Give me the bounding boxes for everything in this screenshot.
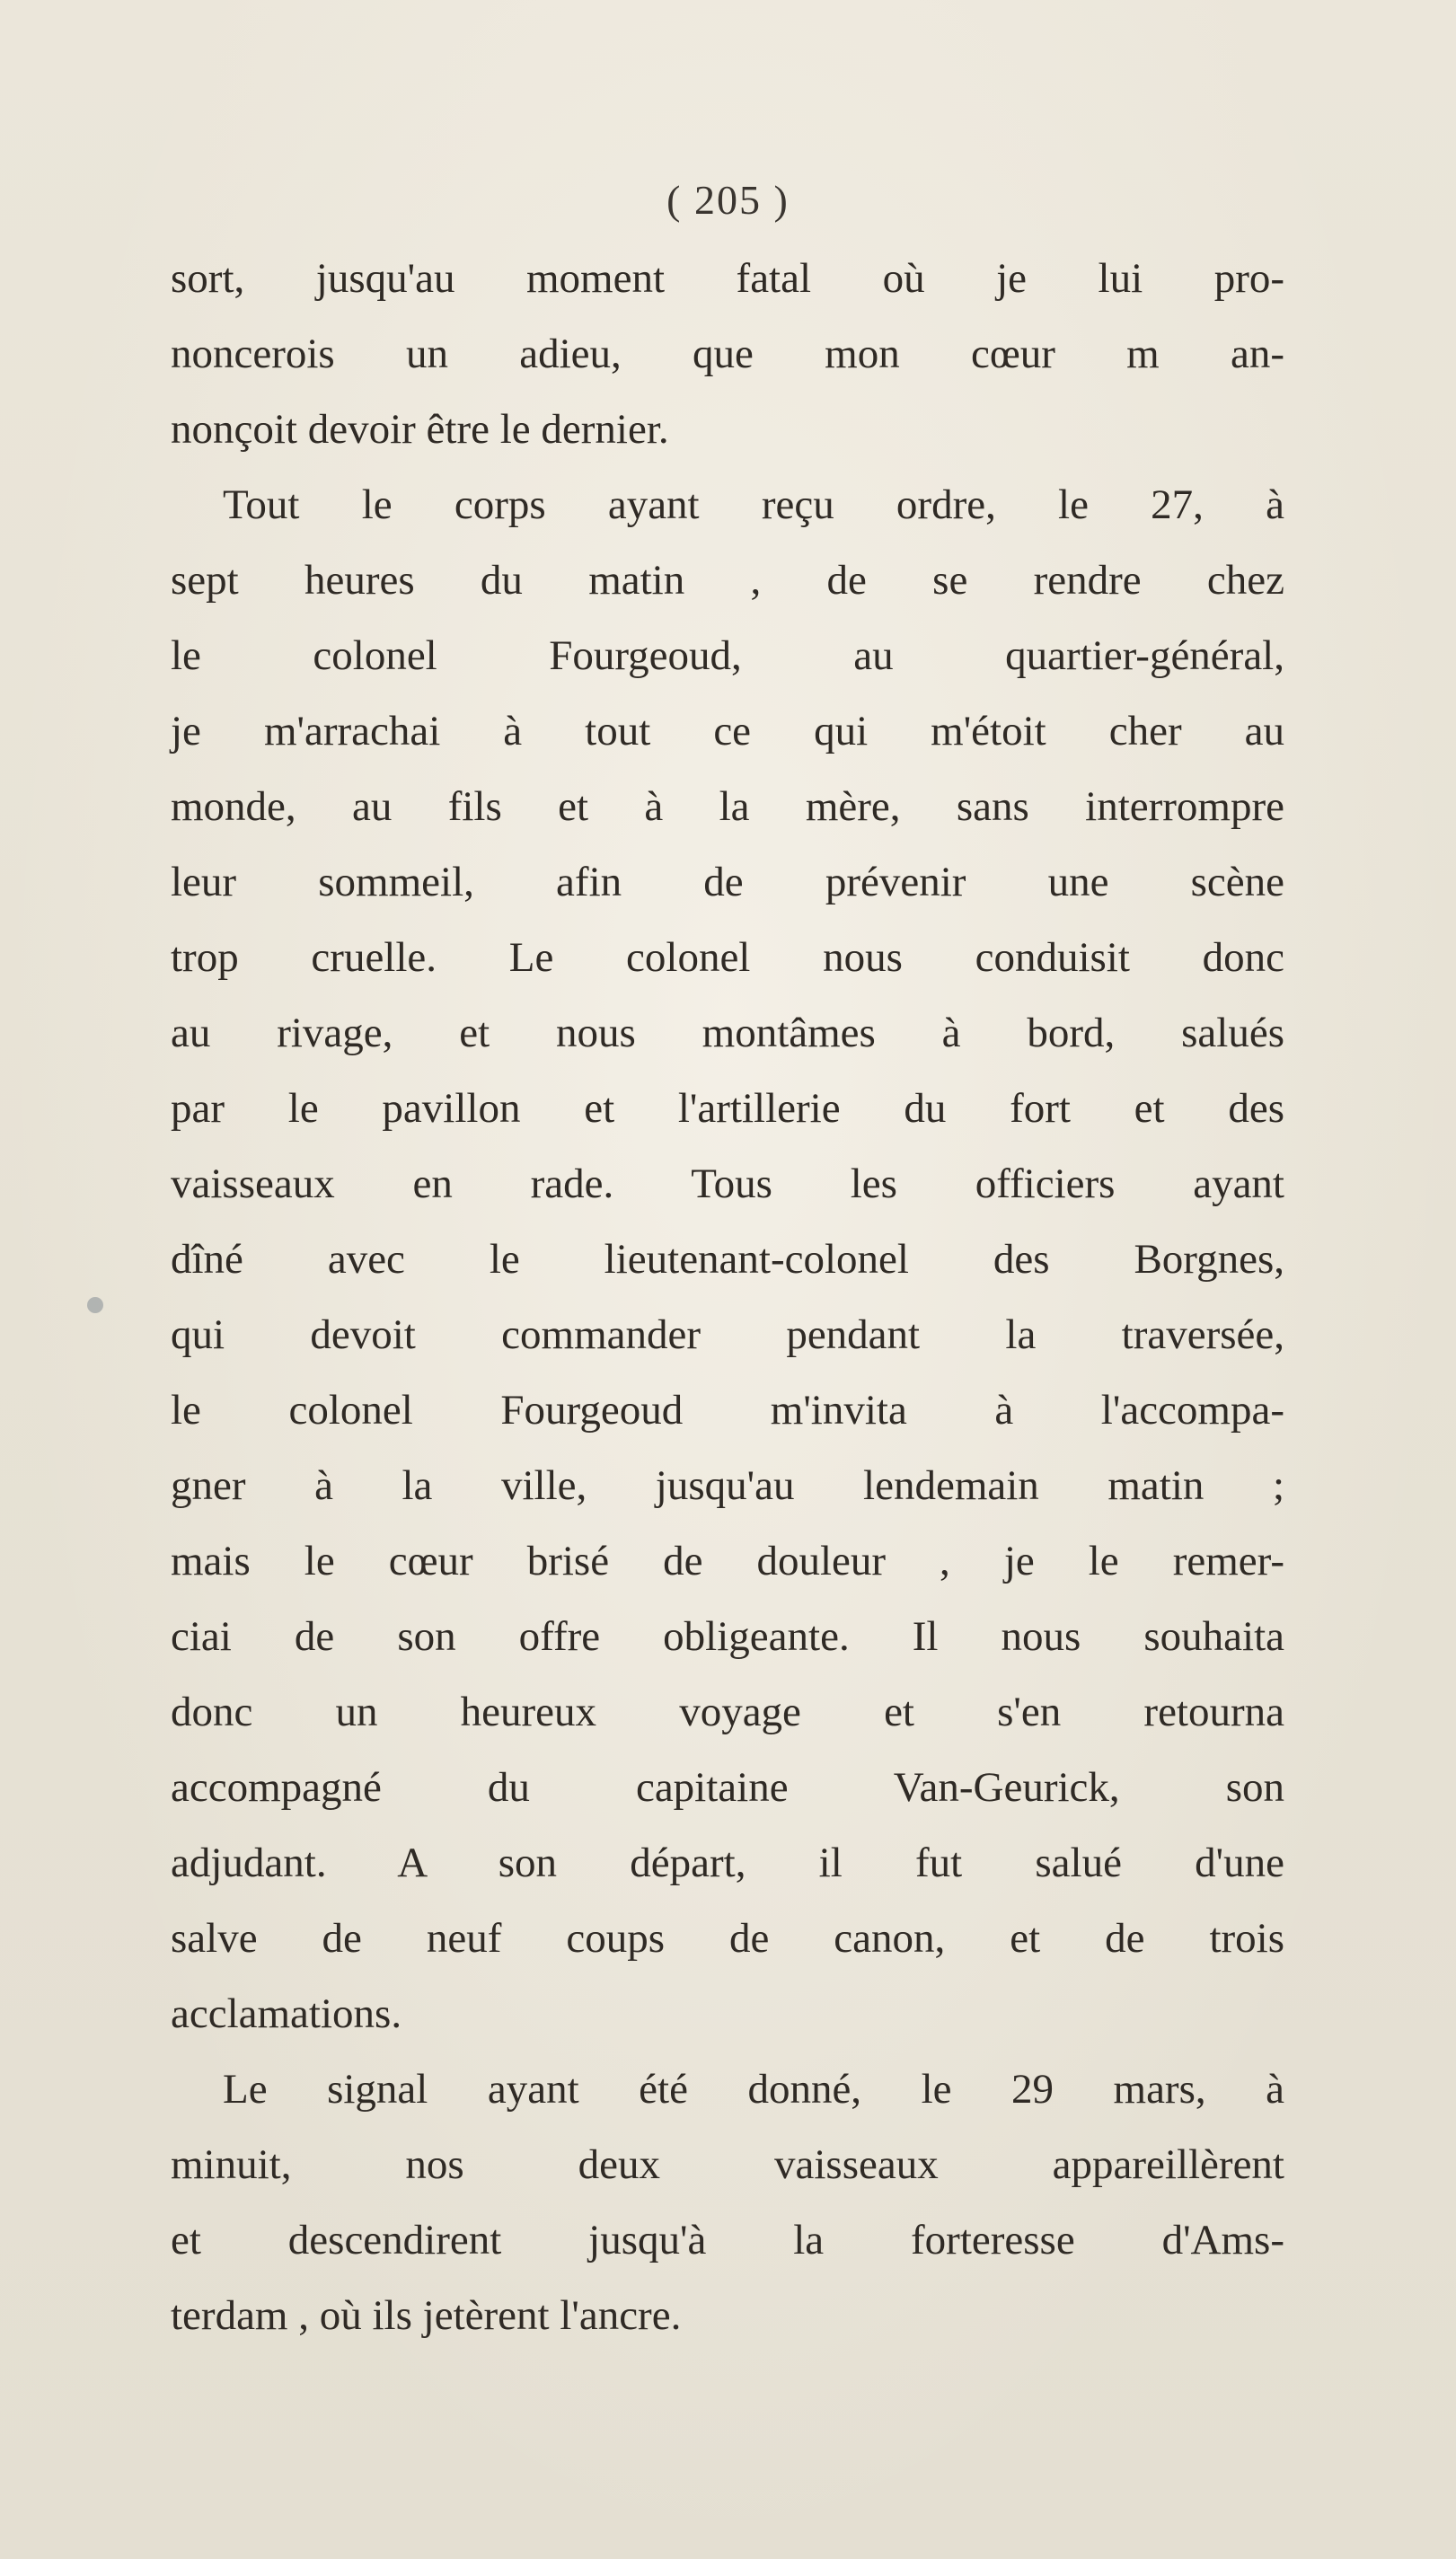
text-line: accompagné du capitaine Van-Geurick, son: [171, 1764, 1284, 1811]
text-line: gner à la ville, jusqu'au lendemain matin ;: [171, 1462, 1284, 1509]
text-line: dîné avec le lieutenant-colonel des Borgnes,: [171, 1236, 1284, 1283]
text-line: minuit, nos deux vaisseaux appareillèrent: [171, 2141, 1284, 2188]
text-line: par le pavillon et l'artillerie du fort et des: [171, 1085, 1284, 1132]
page-text: [171, 241, 1284, 2353]
text-line: salve de neuf coups de canon, et de trois: [171, 1915, 1284, 1962]
text-line: le colonel Fourgeoud, au quartier-général,: [171, 632, 1284, 679]
text-line: mais le cœur brisé de douleur , je le remer-: [171, 1538, 1284, 1584]
paper-stain: [87, 1297, 103, 1313]
text-line: sept heures du matin , de se rendre chez: [171, 557, 1284, 604]
text-line: sort, jusqu'au moment fatal où je lui pro-: [171, 255, 1284, 302]
text-line: vaisseaux en rade. Tous les officiers ayant: [171, 1160, 1284, 1207]
text-line: noncerois un adieu, que mon cœur m an-: [171, 331, 1284, 377]
text-line: trop cruelle. Le colonel nous conduisit donc: [171, 934, 1284, 981]
text-line: au rivage, et nous montâmes à bord, salués: [171, 1010, 1284, 1056]
text-line: Tout le corps ayant reçu ordre, le 27, à: [223, 481, 1284, 528]
text-line: donc un heureux voyage et s'en retourna: [171, 1689, 1284, 1735]
text-line: qui devoit commander pendant la traversée,: [171, 1311, 1284, 1358]
text-line: je m'arrachai à tout ce qui m'étoit cher au: [171, 708, 1284, 754]
text-line: Le signal ayant été donné, le 29 mars, à: [223, 2066, 1284, 2113]
text-line: nonçoit devoir être le dernier.: [171, 406, 669, 453]
text-line: ciai de son offre obligeante. Il nous souhaita: [171, 1613, 1284, 1660]
text-line: et descendirent jusqu'à la forteresse d'Ams-: [171, 2217, 1284, 2263]
text-line: terdam , où ils jetèrent l'ancre.: [171, 2292, 682, 2339]
text-line: adjudant. A son départ, il fut salué d'une: [171, 1840, 1284, 1886]
text-line: acclamations.: [171, 1990, 402, 2037]
text-line: le colonel Fourgeoud m'invita à l'accompa-: [171, 1387, 1284, 1434]
page-number: ( 205 ): [666, 177, 790, 223]
text-line: leur sommeil, afin de prévenir une scène: [171, 859, 1284, 905]
text-line: monde, au fils et à la mère, sans interrompre: [171, 783, 1284, 830]
